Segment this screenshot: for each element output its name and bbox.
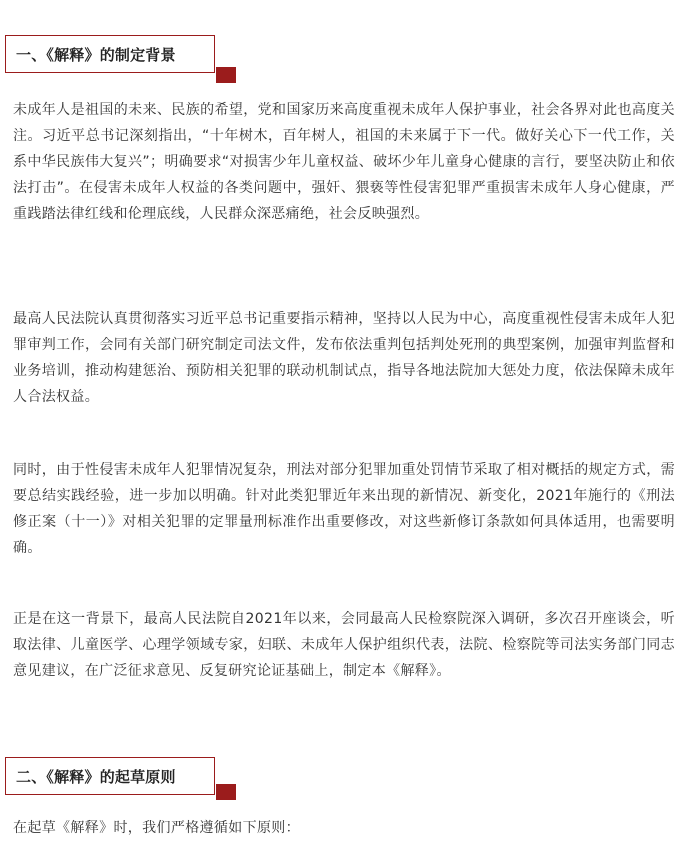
principles-intro: 在起草《解释》时，我们严格遵循如下原则： [13,820,300,836]
paragraph-legal-clarification: 同时，由于性侵害未成年人犯罪情况复杂，刑法对部分犯罪加重处罚情节采取了相对概括的规定方式，需要总结实践经验，进一步加以明确。针对此类犯罪近年来出现的新情况、新变化，2021年施行的《刑法修正案（十一）》对相关犯罪的定罪量刑标准作出重要修改，对这些新修订条款如何具体适用，也需要明确。 [13,462,675,556]
section-title: 二、《解释》的起草原则 [16,768,176,786]
paragraph-background: 未成年人是祖国的未来、民族的希望，党和国家历来高度重视未成年人保护事业，社会各界对此也高度关注。习近平总书记深刻指出，“十年树木，百年树人，祖国的未来属于下一代。做好关心下一代工作，关系中华民族伟大复兴”；明确要求“对损害少年儿童权益、破坏少年儿童身心健康的言行，要坚决防止和依法打击”。在侵害未成年人权益的各类问题中，强奸、猥亵等性侵害犯罪严重损害未成年人身心健康，严重践踏法律红线和伦理底线，人民群众深恶痛绝，社会反映强烈。 [13,102,675,222]
section-heading-background [5,35,220,75]
heading-frame [5,35,215,73]
section-heading-principles [5,757,220,797]
heading-frame [5,757,215,795]
section-title: 一、《解释》的制定背景 [16,46,176,64]
heading-corner-square [216,784,236,800]
heading-corner-square [216,67,236,83]
paragraph-court-efforts: 最高人民法院认真贯彻落实习近平总书记重要指示精神，坚持以人民为中心，高度重视性侵害未成年人犯罪审判工作，会同有关部门研究制定司法文件，发布依法重判包括判处死刑的典型案例，加强审判监督和业务培训，推动构建惩治、预防相关犯罪的联动机制试点，指导各地法院加大惩处力度，依法保障未成年人合法权益。 [13,311,675,405]
paragraph-drafting-process: 正是在这一背景下，最高人民法院自2021年以来，会同最高人民检察院深入调研，多次召开座谈会，听取法律、儿童医学、心理学领域专家，妇联、未成年人保护组织代表，法院、检察院等司法实务部门同志意见建议，在广泛征求意见、反复研究论证基础上，制定本《解释》。 [13,611,675,679]
